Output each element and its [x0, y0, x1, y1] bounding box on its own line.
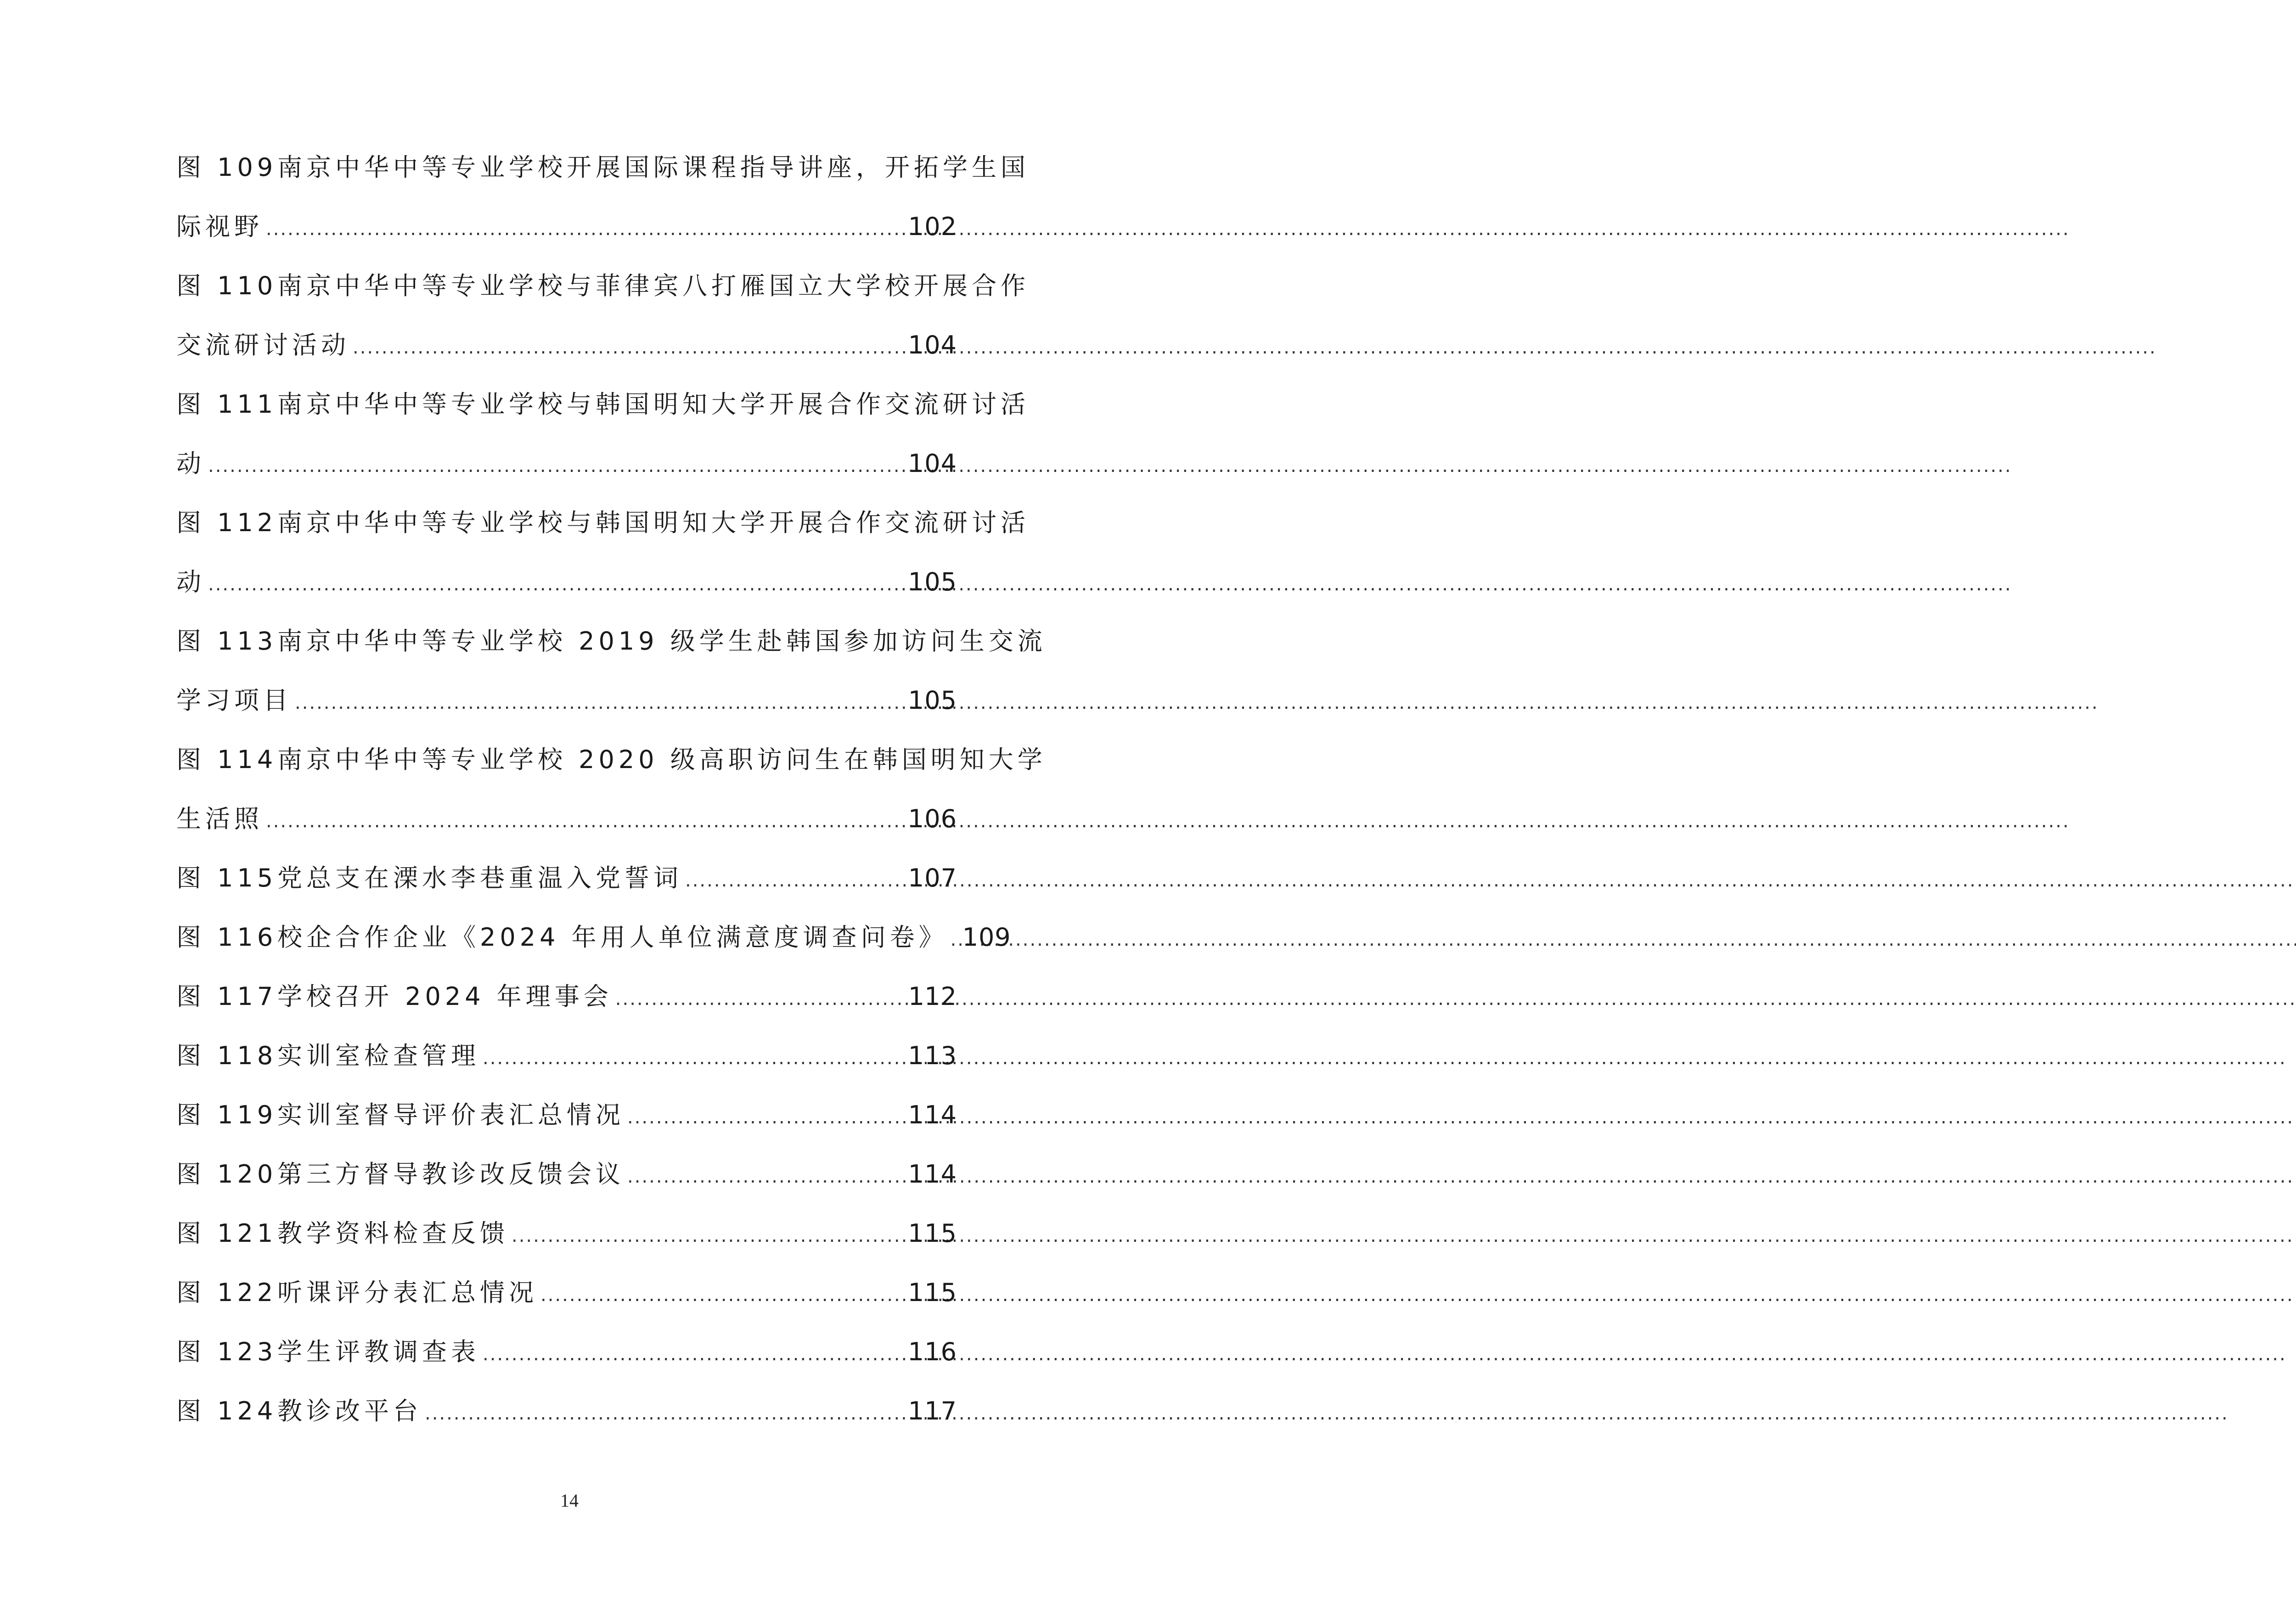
- dot-leader: [208, 437, 906, 496]
- page-number: 14: [560, 1490, 579, 1511]
- dot-leader: [685, 851, 906, 910]
- dot-leader: [483, 1029, 906, 1088]
- dot-leader: [951, 910, 960, 970]
- dot-leader: [208, 555, 906, 614]
- figure-label: 图 114: [176, 745, 277, 774]
- toc-entry[interactable]: [176, 908, 1011, 967]
- figure-title: 学生评教调查表: [277, 1337, 480, 1366]
- dot-leader: [295, 673, 906, 733]
- figure-title-continued: 交流研讨活动: [176, 331, 350, 359]
- figure-label: 图 124: [176, 1397, 277, 1425]
- figure-title-continued: 学习项目: [176, 686, 292, 715]
- toc-entry[interactable]: [176, 1144, 957, 1204]
- toc-entry[interactable]: [176, 1263, 957, 1322]
- toc-entry-second-line: [176, 552, 957, 611]
- toc-entry[interactable]: [176, 611, 1047, 730]
- toc-entry-second-line: [176, 671, 957, 730]
- toc-entry[interactable]: [176, 375, 1030, 493]
- dot-leader: [353, 318, 906, 377]
- page-ref: 105: [908, 567, 957, 596]
- figure-title: 听课评分表汇总情况: [277, 1278, 538, 1307]
- figure-title: 校企合作企业《2024 年用人单位满意度调查问卷》: [277, 923, 948, 952]
- toc-entry[interactable]: [176, 1085, 957, 1144]
- figure-title: 第三方督导教诊改反馈会议: [277, 1160, 625, 1189]
- toc-entry-first-line: [176, 611, 1047, 671]
- toc-entry[interactable]: [176, 967, 957, 1026]
- page-ref: 117: [908, 1397, 957, 1425]
- figure-title-continued: 动: [176, 449, 205, 478]
- figure-title: 教诊改平台: [277, 1397, 422, 1425]
- dot-leader: [266, 792, 906, 851]
- page-ref: 114: [908, 1160, 957, 1189]
- figure-label: 图 123: [176, 1337, 277, 1366]
- dot-leader: [540, 1266, 906, 1325]
- figure-label: 图 116: [176, 923, 277, 952]
- toc-entry-second-line: [176, 434, 957, 493]
- page-ref: 106: [908, 804, 957, 833]
- figure-title: 南京中华中等专业学校 2020 级高职访问生在韩国明知大学: [277, 745, 1047, 774]
- dot-leader: [512, 1206, 906, 1266]
- figure-label: 图 109: [176, 153, 277, 182]
- figure-label: 图 115: [176, 864, 277, 892]
- figure-title: 南京中华中等专业学校 2019 级学生赴韩国参加访问生交流: [277, 627, 1047, 656]
- figure-label: 图 110: [176, 271, 277, 300]
- page-ref: 107: [908, 864, 957, 892]
- toc-entry-first-line: [176, 493, 1030, 552]
- figure-title: 南京中华中等专业学校开展国际课程指导讲座，开拓学生国: [277, 153, 1030, 182]
- toc-entry-second-line: [176, 789, 957, 848]
- toc-entry-first-line: [176, 138, 1030, 197]
- toc-entry[interactable]: [176, 1322, 957, 1381]
- toc-entry-second-line: [176, 197, 957, 256]
- page-ref: 102: [908, 212, 957, 241]
- page-ref: 116: [908, 1337, 957, 1366]
- page-ref: 113: [908, 1041, 957, 1070]
- figure-label: 图 118: [176, 1041, 277, 1070]
- figure-label: 图 120: [176, 1160, 277, 1189]
- figure-title: 实训室督导评价表汇总情况: [277, 1100, 625, 1129]
- figure-title: 党总支在溧水李巷重温入党誓词: [277, 864, 682, 892]
- figure-label: 图 119: [176, 1100, 277, 1129]
- figure-title: 南京中华中等专业学校与韩国明知大学开展合作交流研讨活: [277, 508, 1030, 537]
- dot-leader: [483, 1325, 906, 1384]
- figure-title-continued: 际视野: [176, 212, 263, 241]
- toc-entry[interactable]: [176, 1204, 957, 1263]
- toc-entry[interactable]: [176, 493, 1030, 611]
- toc-entry[interactable]: [176, 1381, 957, 1441]
- figure-label: 图 111: [176, 390, 277, 419]
- figure-label: 图 113: [176, 627, 277, 656]
- page-ref: 112: [908, 982, 957, 1011]
- toc-entry-first-line: [176, 375, 1030, 434]
- page-ref: 104: [908, 449, 957, 478]
- figure-label: 图 122: [176, 1278, 277, 1307]
- page-ref: 114: [908, 1100, 957, 1129]
- figure-label: 图 117: [176, 982, 277, 1011]
- figure-title-continued: 生活照: [176, 804, 263, 833]
- figure-title-continued: 动: [176, 567, 205, 596]
- page-ref: 105: [908, 686, 957, 715]
- figure-title: 南京中华中等专业学校与菲律宾八打雁国立大学校开展合作: [277, 271, 1030, 300]
- toc-entry-first-line: [176, 256, 1030, 315]
- toc-entry[interactable]: [176, 1026, 957, 1085]
- figure-title: 实训室检查管理: [277, 1041, 480, 1070]
- figure-title: 教学资料检查反馈: [277, 1219, 509, 1248]
- page-ref: 115: [908, 1278, 957, 1307]
- dot-leader: [425, 1384, 906, 1443]
- dot-leader: [627, 1088, 906, 1147]
- toc-entry[interactable]: [176, 848, 957, 908]
- page-ref: 115: [908, 1219, 957, 1248]
- toc-entry[interactable]: [176, 730, 1047, 848]
- dot-leader: [615, 970, 906, 1029]
- figure-title: 南京中华中等专业学校与韩国明知大学开展合作交流研讨活: [277, 390, 1030, 419]
- page-ref: 109: [962, 923, 1011, 952]
- dot-leader: [627, 1147, 906, 1206]
- dot-leader: [266, 200, 906, 259]
- toc-entry[interactable]: [176, 256, 1030, 375]
- figure-title: 学校召开 2024 年理事会: [277, 982, 613, 1011]
- toc-entry-second-line: [176, 315, 957, 375]
- figure-label: 图 121: [176, 1219, 277, 1248]
- toc-entry-first-line: [176, 730, 1047, 789]
- page-ref: 104: [908, 331, 957, 359]
- figure-label: 图 112: [176, 508, 277, 537]
- toc-entry[interactable]: [176, 138, 1030, 256]
- table-of-figures: [176, 138, 1047, 1441]
